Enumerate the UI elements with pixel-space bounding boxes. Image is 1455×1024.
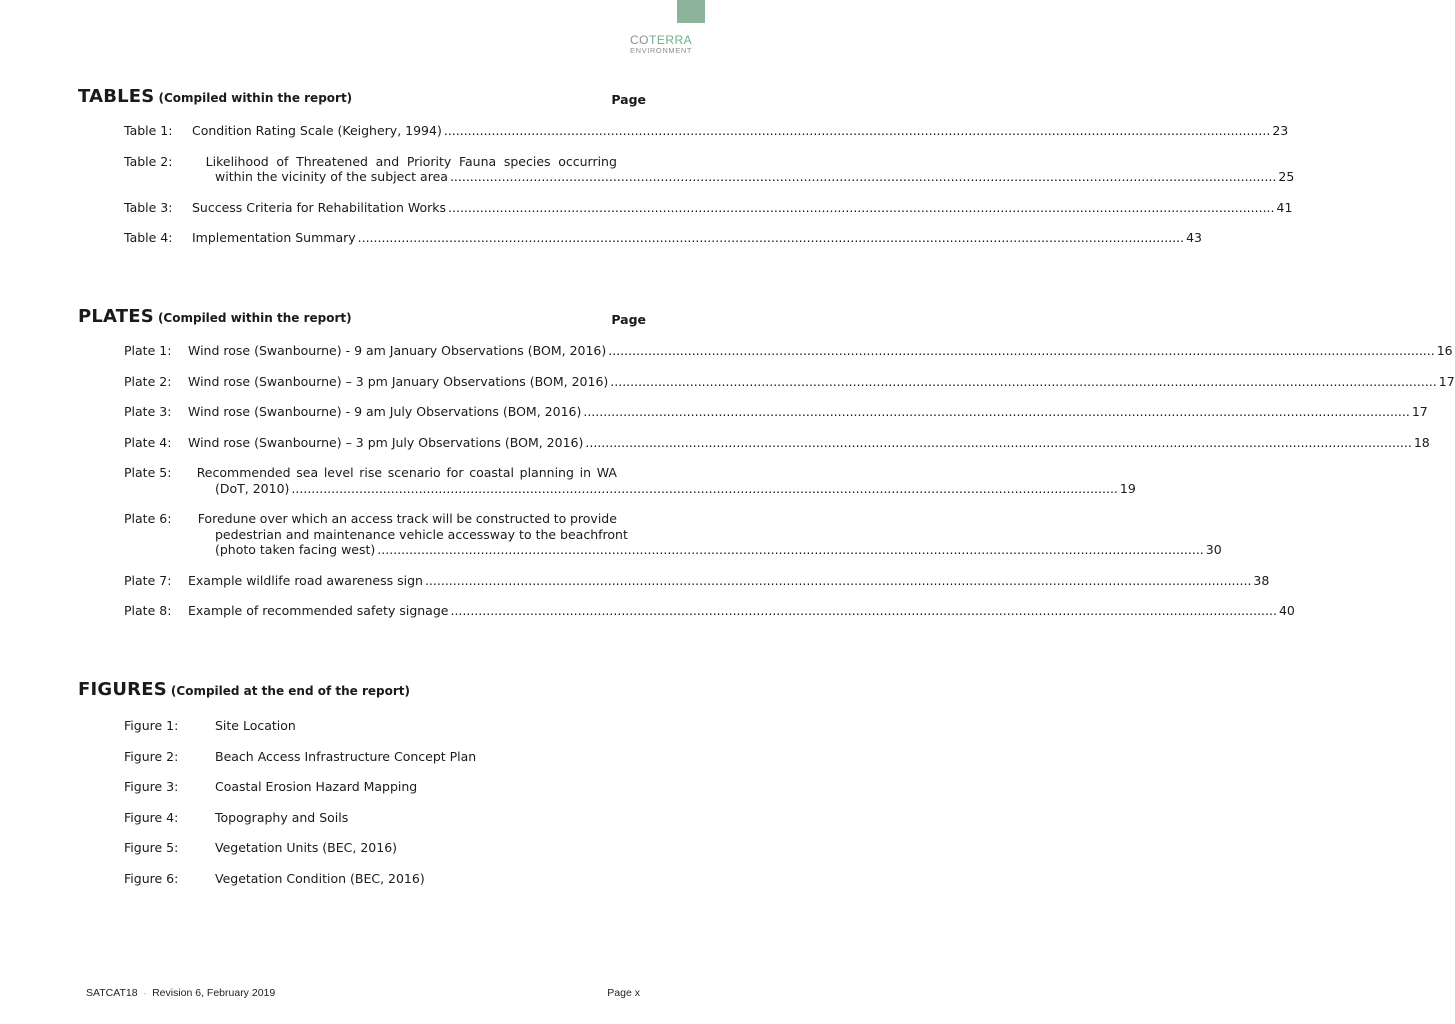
toc-entry-table-1[interactable]: [124, 123, 1289, 139]
dot-leader: [450, 169, 1276, 185]
title-word: rise: [359, 465, 383, 480]
title-word: and: [375, 153, 400, 169]
toc-entry-plate-7[interactable]: [124, 572, 1270, 589]
figures-heading: [78, 679, 646, 703]
tables-title: TABLES: [78, 86, 155, 107]
footer-doc-id: SATCAT18: [86, 987, 138, 999]
entry-page: 23: [1272, 123, 1289, 138]
entry-label: Plate 1:: [124, 343, 172, 358]
corner-accent-box: [677, 0, 705, 23]
entry-page: 40: [1278, 603, 1295, 618]
toc-entry-plate-6[interactable]: [124, 511, 1222, 558]
entry-page: 16: [1436, 343, 1453, 358]
toc-entry-figure-3[interactable]: [124, 779, 646, 795]
footer-revision: Revision 6, February 2019: [152, 987, 276, 999]
entry-label: Figure 1:: [124, 718, 179, 733]
toc-entry-plate-1[interactable]: [124, 343, 1453, 359]
title-word: Recommended: [196, 465, 291, 480]
dot-leader: [444, 123, 1270, 139]
entry-label: Figure 3:: [124, 779, 179, 794]
toc-entry-plate-2[interactable]: [124, 373, 1455, 390]
entry-title: Vegetation Condition (BEC, 2016): [215, 870, 425, 886]
title-word: Priority: [406, 153, 452, 169]
entry-label: Figure 4:: [124, 809, 179, 825]
entry-title-cont: (DoT, 2010): [215, 480, 290, 496]
entry-title-cont: within the vicinity of the subject area: [215, 169, 448, 184]
dot-leader: [608, 343, 1434, 359]
toc-entry-figure-2[interactable]: [124, 749, 646, 765]
title-word: for: [446, 465, 464, 480]
entry-title: Success Criteria for Rehabilitation Works: [192, 199, 447, 215]
plates-page-header: Page: [611, 312, 646, 327]
toc-entry-figure-4[interactable]: [124, 810, 646, 826]
entry-title: Topography and Soils: [215, 809, 349, 825]
entry-label: Table 3:: [124, 199, 173, 215]
title-word: of: [276, 153, 289, 169]
title-word: level: [323, 465, 354, 480]
entry-label: Plate 6:: [124, 511, 172, 526]
title-word: be: [456, 511, 473, 526]
title-word: which: [291, 511, 328, 526]
toc-entry-table-4[interactable]: [124, 230, 1203, 246]
entry-label: Plate 8:: [124, 603, 172, 618]
tables-subtitle: (Compiled within the report): [158, 91, 353, 105]
title-word: access: [350, 511, 393, 526]
title-word: over: [259, 511, 288, 526]
title-word: constructed: [475, 511, 551, 526]
entry-label: Figure 5:: [124, 840, 179, 855]
entry-title-line2: pedestrian and maintenance vehicle accessway to the beachfront: [215, 526, 628, 542]
dot-leader: [610, 374, 1436, 390]
page-footer: [86, 987, 640, 999]
entry-title: Example of recommended safety signage: [188, 603, 449, 618]
dot-leader: [425, 573, 1251, 589]
title-word: track: [396, 511, 429, 526]
title-word: WA: [596, 465, 617, 480]
logo-part2: TERRA: [649, 33, 693, 47]
title-word: species: [503, 153, 551, 169]
title-word: to: [553, 511, 567, 526]
title-word: sea: [296, 465, 319, 480]
entry-page: 17: [1411, 404, 1428, 419]
dot-leader: [358, 230, 1184, 246]
title-word: Threatened: [296, 153, 368, 169]
figures-section: [78, 679, 646, 886]
entry-label: Table 2:: [124, 153, 173, 169]
logo-part1: CO: [630, 33, 649, 47]
toc-entry-plate-8[interactable]: [124, 603, 1295, 619]
entry-label: Table 1:: [124, 123, 173, 138]
figures-subtitle: (Compiled at the end of the report): [170, 684, 410, 698]
entry-title: Implementation Summary: [192, 230, 356, 245]
entry-page: 41: [1276, 199, 1293, 215]
toc-entry-plate-4[interactable]: [124, 434, 1430, 451]
title-word: Foredune: [197, 511, 257, 526]
title-word: Likelihood: [205, 153, 269, 169]
coterra-logo: [630, 34, 705, 56]
plates-section: [78, 306, 1455, 619]
figures-title: FIGURES: [78, 679, 167, 700]
dot-leader: [291, 481, 1117, 497]
footer-separator: -: [143, 989, 147, 998]
entry-label: Plate 7:: [124, 572, 172, 588]
toc-entry-table-3[interactable]: [124, 199, 1293, 216]
entry-page: 38: [1253, 572, 1270, 588]
entry-title: Site Location: [215, 718, 296, 733]
tables-page-header: Page: [611, 92, 646, 107]
entry-title-cont: (photo taken facing west): [215, 542, 376, 557]
toc-entry-plate-5[interactable]: [124, 465, 1136, 496]
entry-title: Wind rose (Swanbourne) - 9 am January Observations (BOM, 2016): [188, 343, 607, 358]
entry-label: Figure 2:: [124, 748, 179, 764]
entry-page: 30: [1205, 542, 1222, 557]
entry-label: Plate 5:: [124, 465, 172, 480]
entry-title: Coastal Erosion Hazard Mapping: [215, 779, 418, 794]
toc-entry-figure-6[interactable]: [124, 871, 646, 887]
title-word: provide: [569, 511, 617, 526]
tables-heading: [78, 86, 646, 110]
entry-label: Plate 3:: [124, 404, 172, 419]
toc-entry-figure-1[interactable]: [124, 718, 646, 734]
entry-label: Table 4:: [124, 230, 173, 245]
entry-page: 43: [1186, 230, 1203, 245]
toc-entry-figure-5[interactable]: [124, 840, 646, 856]
dot-leader: [450, 603, 1276, 619]
entry-page: 18: [1413, 434, 1430, 450]
entry-title: Wind rose (Swanbourne) – 3 pm July Observations (BOM, 2016): [188, 434, 584, 450]
tables-section: [78, 86, 1295, 246]
title-word: in: [579, 465, 591, 480]
logo-subtitle: ENVIRONMENT: [630, 46, 693, 55]
entry-title: Vegetation Units (BEC, 2016): [215, 840, 398, 855]
title-word: will: [432, 511, 453, 526]
entry-title: Wind rose (Swanbourne) – 3 pm January Observations (BOM, 2016): [188, 373, 609, 389]
plates-title: PLATES: [78, 306, 154, 327]
title-word: Fauna: [458, 153, 497, 169]
entry-label: Figure 6:: [124, 870, 179, 886]
title-word: coastal: [469, 465, 514, 480]
dot-leader: [377, 542, 1203, 558]
title-word: an: [331, 511, 348, 526]
title-word: scenario: [387, 465, 441, 480]
footer-page-number: Page x: [607, 987, 640, 999]
title-word: occurring: [558, 153, 617, 169]
entry-title: Beach Access Infrastructure Concept Plan: [215, 748, 477, 764]
entry-label: Plate 2:: [124, 373, 172, 389]
toc-entry-table-2[interactable]: [124, 153, 1295, 185]
entry-page: 17: [1438, 373, 1455, 389]
toc-entry-plate-3[interactable]: [124, 404, 1428, 420]
title-word: planning: [519, 465, 574, 480]
plates-subtitle: (Compiled within the report): [157, 311, 352, 325]
entry-title: Wind rose (Swanbourne) - 9 am July Observations (BOM, 2016): [188, 404, 582, 419]
dot-leader: [583, 404, 1409, 420]
entry-title: Condition Rating Scale (Keighery, 1994): [192, 123, 442, 138]
entry-page: 25: [1278, 169, 1295, 184]
entry-title: Example wildlife road awareness sign: [188, 572, 423, 588]
entry-label: Plate 4:: [124, 434, 172, 450]
dot-leader: [448, 200, 1274, 216]
entry-page: 19: [1119, 480, 1136, 496]
plates-heading: [78, 306, 646, 330]
dot-leader: [585, 435, 1411, 451]
